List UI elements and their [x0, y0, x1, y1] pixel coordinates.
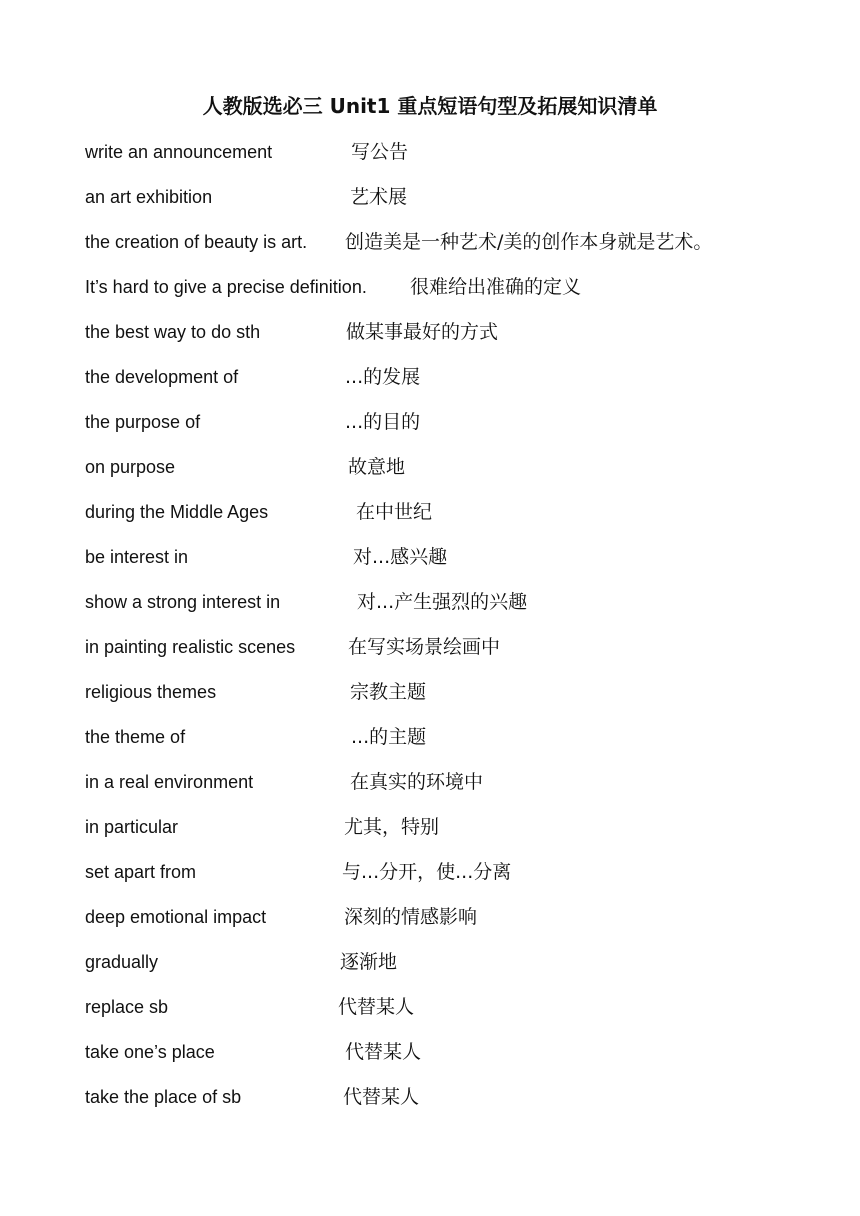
english-phrase: the creation of beauty is art. [85, 232, 308, 252]
chinese-meaning: 尤其，特别 [344, 816, 440, 838]
english-phrase: write an announcement [85, 142, 273, 162]
document-title: 人教版选必三 Unit1 重点短语句型及拓展知识清单 [202, 94, 658, 118]
english-phrase: the best way to do sth [85, 322, 261, 342]
list-item [85, 1038, 845, 1083]
list-item [85, 318, 845, 363]
chinese-meaning: 艺术展 [350, 186, 408, 208]
phrase-list [85, 138, 845, 1128]
chinese-meaning: 做某事最好的方式 [346, 321, 499, 343]
chinese-meaning: 代替某人 [338, 996, 415, 1018]
list-item [85, 543, 845, 588]
english-phrase: during the Middle Ages [85, 502, 269, 522]
chinese-meaning: ...的发展 [345, 366, 421, 388]
english-phrase: religious themes [85, 682, 217, 702]
list-item [85, 588, 845, 633]
english-phrase: in painting realistic scenes [85, 637, 296, 657]
english-phrase: replace sb [85, 997, 169, 1017]
list-item [85, 678, 845, 723]
chinese-meaning: ...的目的 [345, 411, 421, 433]
english-phrase: be interest in [85, 547, 189, 567]
chinese-meaning: 逐渐地 [340, 951, 398, 973]
chinese-meaning: 写公告 [351, 141, 409, 163]
list-item [85, 948, 845, 993]
list-item [85, 813, 845, 858]
chinese-meaning: 代替某人 [345, 1041, 422, 1063]
english-phrase: set apart from [85, 862, 197, 882]
chinese-meaning: 在中世纪 [356, 501, 433, 523]
chinese-meaning: 故意地 [348, 456, 406, 478]
list-item [85, 768, 845, 813]
english-phrase: gradually [85, 952, 159, 972]
list-item [85, 993, 845, 1038]
chinese-meaning: ...的主题 [351, 726, 427, 748]
english-phrase: the theme of [85, 727, 186, 747]
list-item [85, 228, 845, 273]
list-item [85, 858, 845, 903]
english-phrase: an art exhibition [85, 187, 213, 207]
chinese-meaning: 在写实场景绘画中 [348, 636, 501, 658]
list-item [85, 363, 845, 408]
chinese-meaning: 在真实的环境中 [350, 771, 484, 793]
list-item [85, 138, 845, 183]
english-phrase: the purpose of [85, 412, 201, 432]
list-item [85, 408, 845, 453]
chinese-meaning: 深刻的情感影响 [344, 906, 478, 928]
list-item [85, 903, 845, 948]
english-phrase: in a real environment [85, 772, 254, 792]
chinese-meaning: 与...分开，使...分离 [342, 861, 512, 883]
chinese-meaning: 对...感兴趣 [353, 546, 448, 568]
chinese-meaning: 对...产生强烈的兴趣 [357, 591, 528, 613]
chinese-meaning: 很难给出准确的定义 [410, 276, 582, 298]
english-phrase: show a strong interest in [85, 592, 281, 612]
list-item [85, 723, 845, 768]
english-phrase: deep emotional impact [85, 907, 267, 927]
chinese-meaning: 宗教主题 [350, 681, 427, 703]
english-phrase: take one’s place [85, 1042, 215, 1062]
english-phrase: in particular [85, 817, 179, 837]
english-phrase: on purpose [85, 457, 176, 477]
list-item [85, 633, 845, 678]
list-item [85, 273, 845, 318]
list-item [85, 453, 845, 498]
english-phrase: the development of [85, 367, 239, 387]
english-phrase: It’s hard to give a precise definition. [85, 277, 367, 297]
chinese-meaning: 代替某人 [343, 1086, 420, 1108]
chinese-meaning: 创造美是一种艺术/美的创作本身就是艺术。 [345, 231, 713, 253]
english-phrase: take the place of sb [85, 1087, 242, 1107]
list-item [85, 183, 845, 228]
list-item [85, 498, 845, 543]
list-item [85, 1083, 845, 1128]
